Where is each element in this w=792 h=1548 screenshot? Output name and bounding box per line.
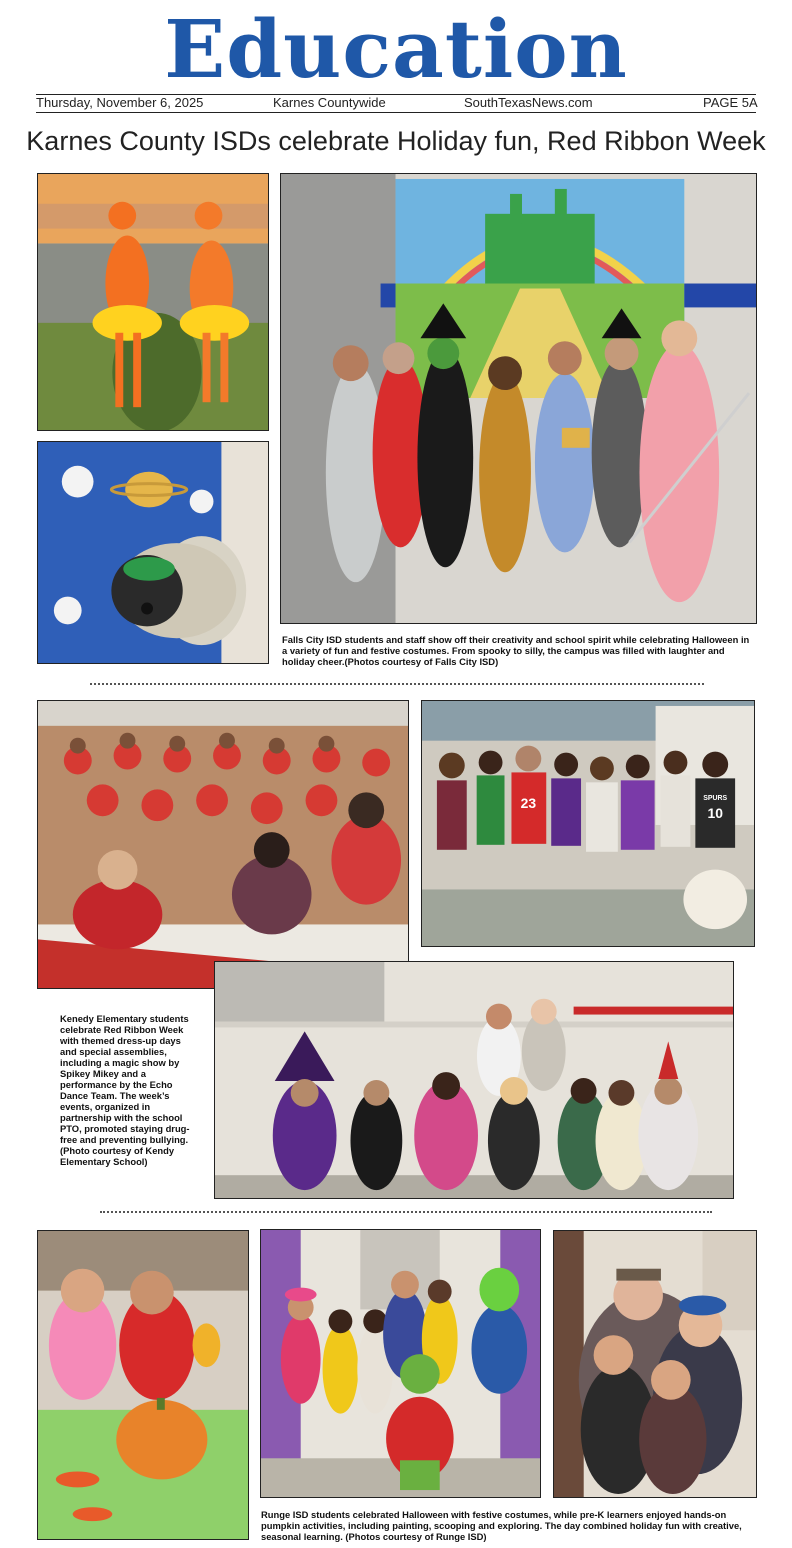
- dateline-website: SouthTexasNews.com: [464, 95, 593, 110]
- photo-dog-in-bag: [37, 441, 269, 664]
- jersey-number-text: 23: [520, 795, 537, 812]
- section-masthead: Education: [164, 2, 628, 96]
- photo-hallway-costumes: [214, 961, 734, 1199]
- masthead-rule-bottom: [36, 112, 756, 113]
- photo-jersey-group: [421, 700, 755, 947]
- photo-adult-with-students: [553, 1230, 757, 1498]
- page-headline: Karnes County ISDs celebrate Holiday fun, Red Ribbon Week: [26, 126, 766, 156]
- photo-assembly-crowd: [37, 700, 409, 989]
- kenedy-caption: Kenedy Elementary students celebrate Red Ribbon Week with themed dress-up days and special assemblies, including a magic show by Spikey Mikey and a performance by the Echo Dance Team. The week’s events, organized in partnership with the school PTO, promoted staying drug-free and preventing bullying. (Photo courtesy of Kendy Elementary School): [60, 1013, 190, 1167]
- section-divider: [90, 683, 704, 685]
- spurs-jersey-text: SPURS: [703, 795, 728, 803]
- dateline-edition: Karnes Countywide: [273, 95, 386, 110]
- photo-wizard-of-oz-group: [280, 173, 757, 624]
- runge-caption: Runge ISD students celebrated Halloween with festive costumes, while pre-K learners enjoyed hands-on pumpkin activities, including painting, scooping and exploring. The day combined holiday fun with creative, seasonal learning. (Photos courtesy of Runge ISD): [261, 1509, 742, 1542]
- section-divider-2: [100, 1211, 712, 1213]
- photo-orange-costumes: [37, 173, 269, 431]
- dateline-date: Thursday, November 6, 2025: [36, 95, 204, 110]
- spurs-number-text: 10: [707, 805, 723, 822]
- photo-pumpkin-activity: [37, 1230, 249, 1540]
- photo-grinch-hallway: [260, 1229, 541, 1498]
- falls-city-caption: Falls City ISD students and staff show off their creativity and school spirit while celebrating Halloween in a variety of fun and festive costumes. From spooky to silly, the campus was filled with laughter and holiday cheer.(Photos courtesy of Falls City ISD): [282, 634, 750, 667]
- dateline-page: PAGE 5A: [703, 95, 758, 110]
